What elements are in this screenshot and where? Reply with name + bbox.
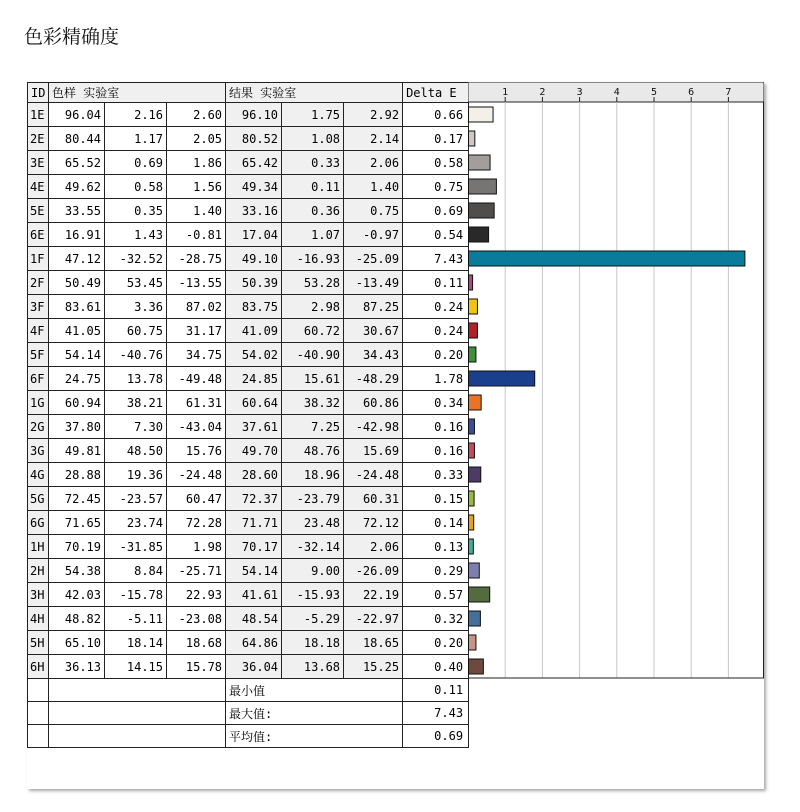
sample-l: 24.75 [49, 367, 105, 391]
sample-l: 60.94 [49, 391, 105, 415]
delta-e-value: 0.32 [403, 607, 469, 631]
sample-b: 1.56 [167, 175, 226, 199]
row-id: 1H [28, 535, 49, 559]
result-b: 2.06 [344, 151, 403, 175]
result-b: -26.09 [344, 559, 403, 583]
sample-b: -25.71 [167, 559, 226, 583]
table-row [28, 319, 469, 343]
summary-row [28, 702, 469, 725]
delta-e-value: 0.69 [403, 199, 469, 223]
delta-e-value: 0.66 [403, 103, 469, 127]
tick-label: 1 [502, 87, 509, 98]
table-row [28, 391, 469, 415]
sample-l: 28.88 [49, 463, 105, 487]
bar-2G [469, 419, 475, 434]
table-row [28, 631, 469, 655]
bar-5F [469, 347, 476, 362]
table-row [28, 127, 469, 151]
table-row [28, 151, 469, 175]
result-a: 23.48 [282, 511, 344, 535]
result-l: 71.71 [226, 511, 282, 535]
result-b: 60.31 [344, 487, 403, 511]
row-id: 5E [28, 199, 49, 223]
result-b: -24.48 [344, 463, 403, 487]
result-l: 54.14 [226, 559, 282, 583]
sample-b: 31.17 [167, 319, 226, 343]
tick-label: 3 [576, 87, 583, 98]
header-sample: 色样 实验室 [49, 83, 226, 103]
summary-empty [49, 679, 226, 702]
row-id: 4H [28, 607, 49, 631]
sample-b: 87.02 [167, 295, 226, 319]
bar-6H [469, 659, 484, 674]
table-row [28, 439, 469, 463]
sample-a: -23.57 [105, 487, 167, 511]
summary-empty [49, 725, 226, 748]
row-id: 2G [28, 415, 49, 439]
sample-l: 54.14 [49, 343, 105, 367]
summary-value: 0.11 [403, 679, 469, 702]
delta-e-value: 0.57 [403, 583, 469, 607]
result-a: -23.79 [282, 487, 344, 511]
result-b: 72.12 [344, 511, 403, 535]
result-a: 53.28 [282, 271, 344, 295]
sample-l: 70.19 [49, 535, 105, 559]
sample-b: 2.60 [167, 103, 226, 127]
result-a: 1.07 [282, 223, 344, 247]
sample-a: 48.50 [105, 439, 167, 463]
result-b: 22.19 [344, 583, 403, 607]
delta-e-value: 7.43 [403, 247, 469, 271]
tick-label: 5 [650, 87, 658, 98]
table-row [28, 199, 469, 223]
row-id: 6E [28, 223, 49, 247]
sample-a: 60.75 [105, 319, 167, 343]
table-row [28, 343, 469, 367]
result-b: 34.43 [344, 343, 403, 367]
bar-3G [469, 443, 475, 458]
result-b: -25.09 [344, 247, 403, 271]
result-a: 1.08 [282, 127, 344, 151]
sample-a: 0.69 [105, 151, 167, 175]
result-b: -22.97 [344, 607, 403, 631]
sample-l: 49.81 [49, 439, 105, 463]
row-id: 5F [28, 343, 49, 367]
tick-label: 7 [725, 87, 732, 98]
sample-a: 53.45 [105, 271, 167, 295]
sample-l: 96.04 [49, 103, 105, 127]
summary-empty [49, 702, 226, 725]
result-a: 18.18 [282, 631, 344, 655]
bar-2H [469, 563, 480, 578]
tick-label: 2 [539, 87, 546, 98]
bar-3E [469, 155, 491, 170]
summary-row [28, 679, 469, 702]
sample-b: 60.47 [167, 487, 226, 511]
sample-b: 15.78 [167, 655, 226, 679]
result-l: 33.16 [226, 199, 282, 223]
delta-e-value: 0.40 [403, 655, 469, 679]
delta-e-value: 1.78 [403, 367, 469, 391]
result-b: 87.25 [344, 295, 403, 319]
row-id: 4G [28, 463, 49, 487]
bar-4E [469, 179, 497, 194]
result-a: -32.14 [282, 535, 344, 559]
sample-a: -40.76 [105, 343, 167, 367]
bar-3H [469, 587, 490, 602]
result-a: 48.76 [282, 439, 344, 463]
bar-2E [469, 131, 475, 146]
sample-l: 71.65 [49, 511, 105, 535]
sample-l: 50.49 [49, 271, 105, 295]
result-l: 28.60 [226, 463, 282, 487]
sample-l: 41.05 [49, 319, 105, 343]
summary-label: 最小值 [226, 679, 403, 702]
result-b: 15.69 [344, 439, 403, 463]
bar-1H [469, 539, 474, 554]
data-table [27, 82, 469, 748]
table-row [28, 583, 469, 607]
sample-l: 49.62 [49, 175, 105, 199]
row-id: 3E [28, 151, 49, 175]
sample-a: 2.16 [105, 103, 167, 127]
result-a: -5.29 [282, 607, 344, 631]
result-a: 38.32 [282, 391, 344, 415]
table-row [28, 487, 469, 511]
table-row [28, 607, 469, 631]
table-row [28, 655, 469, 679]
result-l: 17.04 [226, 223, 282, 247]
sample-l: 83.61 [49, 295, 105, 319]
result-l: 64.86 [226, 631, 282, 655]
sample-b: 61.31 [167, 391, 226, 415]
delta-e-value: 0.75 [403, 175, 469, 199]
result-b: 1.40 [344, 175, 403, 199]
result-l: 37.61 [226, 415, 282, 439]
result-l: 70.17 [226, 535, 282, 559]
sample-l: 65.52 [49, 151, 105, 175]
sample-b: 1.40 [167, 199, 226, 223]
sample-b: 18.68 [167, 631, 226, 655]
result-l: 41.09 [226, 319, 282, 343]
result-l: 48.54 [226, 607, 282, 631]
tick-label: 4 [613, 87, 620, 98]
summary-empty [28, 702, 49, 725]
sample-a: -5.11 [105, 607, 167, 631]
summary-label: 最大值: [226, 702, 403, 725]
page-title: 色彩精确度 [24, 26, 120, 48]
sample-a: 0.35 [105, 199, 167, 223]
delta-e-value: 0.16 [403, 439, 469, 463]
sample-l: 36.13 [49, 655, 105, 679]
bar-1G [469, 395, 482, 410]
sample-b: -23.08 [167, 607, 226, 631]
bar-chart-svg [468, 82, 764, 789]
sample-b: 1.86 [167, 151, 226, 175]
header-delta: Delta E [403, 83, 469, 103]
bar-3F [469, 299, 478, 314]
table-row [28, 415, 469, 439]
result-b: -0.97 [344, 223, 403, 247]
result-a: 13.68 [282, 655, 344, 679]
sample-a: 3.36 [105, 295, 167, 319]
delta-e-value: 0.15 [403, 487, 469, 511]
sample-a: 19.36 [105, 463, 167, 487]
delta-e-value: 0.24 [403, 295, 469, 319]
row-id: 5H [28, 631, 49, 655]
result-l: 72.37 [226, 487, 282, 511]
sample-b: -49.48 [167, 367, 226, 391]
result-b: 60.86 [344, 391, 403, 415]
row-id: 5G [28, 487, 49, 511]
result-b: 2.06 [344, 535, 403, 559]
header-row [28, 83, 469, 103]
table-row [28, 511, 469, 535]
bar-5H [469, 635, 476, 650]
sample-a: 7.30 [105, 415, 167, 439]
delta-e-value: 0.34 [403, 391, 469, 415]
result-l: 96.10 [226, 103, 282, 127]
sample-b: 15.76 [167, 439, 226, 463]
result-a: 18.96 [282, 463, 344, 487]
sample-l: 65.10 [49, 631, 105, 655]
result-b: 18.65 [344, 631, 403, 655]
summary-value: 0.69 [403, 725, 469, 748]
bar-1F [469, 251, 745, 266]
row-id: 2E [28, 127, 49, 151]
summary-empty [28, 679, 49, 702]
sample-b: -24.48 [167, 463, 226, 487]
table-row [28, 463, 469, 487]
bar-6G [469, 515, 474, 530]
sample-a: -32.52 [105, 247, 167, 271]
delta-e-value: 0.16 [403, 415, 469, 439]
result-b: 2.92 [344, 103, 403, 127]
delta-e-value: 0.24 [403, 319, 469, 343]
row-id: 4F [28, 319, 49, 343]
sample-a: 13.78 [105, 367, 167, 391]
result-b: 15.25 [344, 655, 403, 679]
sample-l: 33.55 [49, 199, 105, 223]
row-id: 2F [28, 271, 49, 295]
row-id: 6H [28, 655, 49, 679]
delta-e-value: 0.20 [403, 343, 469, 367]
delta-e-value: 0.20 [403, 631, 469, 655]
result-b: -48.29 [344, 367, 403, 391]
delta-e-value: 0.14 [403, 511, 469, 535]
summary-label: 平均值: [226, 725, 403, 748]
result-a: 0.11 [282, 175, 344, 199]
sample-a: 8.84 [105, 559, 167, 583]
result-l: 83.75 [226, 295, 282, 319]
sample-b: 72.28 [167, 511, 226, 535]
result-a: 9.00 [282, 559, 344, 583]
sample-b: -43.04 [167, 415, 226, 439]
result-a: 0.36 [282, 199, 344, 223]
result-a: 0.33 [282, 151, 344, 175]
sample-l: 54.38 [49, 559, 105, 583]
bar-2F [469, 275, 473, 290]
sample-b: -13.55 [167, 271, 226, 295]
bar-4H [469, 611, 481, 626]
row-id: 6G [28, 511, 49, 535]
result-b: -42.98 [344, 415, 403, 439]
sample-a: 0.58 [105, 175, 167, 199]
result-b: 0.75 [344, 199, 403, 223]
sample-b: -28.75 [167, 247, 226, 271]
sample-l: 80.44 [49, 127, 105, 151]
result-a: 15.61 [282, 367, 344, 391]
result-l: 49.10 [226, 247, 282, 271]
result-b: 2.14 [344, 127, 403, 151]
delta-e-value: 0.29 [403, 559, 469, 583]
sample-a: 1.17 [105, 127, 167, 151]
chart-plot-area [469, 102, 764, 678]
sample-a: 1.43 [105, 223, 167, 247]
result-a: 1.75 [282, 103, 344, 127]
result-b: 30.67 [344, 319, 403, 343]
delta-e-chart [468, 82, 764, 789]
result-l: 54.02 [226, 343, 282, 367]
result-l: 24.85 [226, 367, 282, 391]
sample-b: -0.81 [167, 223, 226, 247]
result-b: -13.49 [344, 271, 403, 295]
row-id: 3F [28, 295, 49, 319]
table-row [28, 535, 469, 559]
sample-l: 16.91 [49, 223, 105, 247]
bar-1E [469, 107, 494, 122]
result-l: 50.39 [226, 271, 282, 295]
result-a: -40.90 [282, 343, 344, 367]
sample-a: 14.15 [105, 655, 167, 679]
table-row [28, 175, 469, 199]
row-id: 4E [28, 175, 49, 199]
bar-6F [469, 371, 535, 386]
summary-empty [28, 725, 49, 748]
row-id: 3H [28, 583, 49, 607]
row-id: 6F [28, 367, 49, 391]
table-row [28, 223, 469, 247]
row-id: 1F [28, 247, 49, 271]
result-l: 49.70 [226, 439, 282, 463]
sample-a: 38.21 [105, 391, 167, 415]
sample-b: 2.05 [167, 127, 226, 151]
summary-value: 7.43 [403, 702, 469, 725]
result-l: 41.61 [226, 583, 282, 607]
row-id: 3G [28, 439, 49, 463]
delta-e-value: 0.11 [403, 271, 469, 295]
sample-a: 23.74 [105, 511, 167, 535]
table-row [28, 367, 469, 391]
bar-6E [469, 227, 489, 242]
table-row [28, 247, 469, 271]
sample-l: 72.45 [49, 487, 105, 511]
sample-b: 22.93 [167, 583, 226, 607]
delta-e-value: 0.17 [403, 127, 469, 151]
result-a: 2.98 [282, 295, 344, 319]
table-body [28, 103, 469, 748]
result-l: 80.52 [226, 127, 282, 151]
sample-a: 18.14 [105, 631, 167, 655]
result-a: -16.93 [282, 247, 344, 271]
sample-b: 34.75 [167, 343, 226, 367]
delta-e-value: 0.58 [403, 151, 469, 175]
delta-e-value: 0.13 [403, 535, 469, 559]
result-a: 60.72 [282, 319, 344, 343]
row-id: 2H [28, 559, 49, 583]
bar-4F [469, 323, 478, 338]
result-l: 36.04 [226, 655, 282, 679]
color-accuracy-table [27, 82, 764, 789]
bar-5G [469, 491, 475, 506]
header-result: 结果 实验室 [226, 83, 403, 103]
bar-5E [469, 203, 495, 218]
result-l: 49.34 [226, 175, 282, 199]
result-a: -15.93 [282, 583, 344, 607]
header-id: ID [28, 83, 49, 103]
sample-l: 37.80 [49, 415, 105, 439]
delta-e-value: 0.33 [403, 463, 469, 487]
sample-a: -15.78 [105, 583, 167, 607]
table-row [28, 103, 469, 127]
sample-l: 42.03 [49, 583, 105, 607]
result-l: 65.42 [226, 151, 282, 175]
table-row [28, 271, 469, 295]
row-id: 1G [28, 391, 49, 415]
tick-label: 6 [688, 87, 695, 98]
table-row [28, 559, 469, 583]
sample-l: 48.82 [49, 607, 105, 631]
result-a: 7.25 [282, 415, 344, 439]
summary-row [28, 725, 469, 748]
delta-e-value: 0.54 [403, 223, 469, 247]
bar-4G [469, 467, 481, 482]
sample-b: 1.98 [167, 535, 226, 559]
table-row [28, 295, 469, 319]
sample-a: -31.85 [105, 535, 167, 559]
row-id: 1E [28, 103, 49, 127]
sample-l: 47.12 [49, 247, 105, 271]
result-l: 60.64 [226, 391, 282, 415]
